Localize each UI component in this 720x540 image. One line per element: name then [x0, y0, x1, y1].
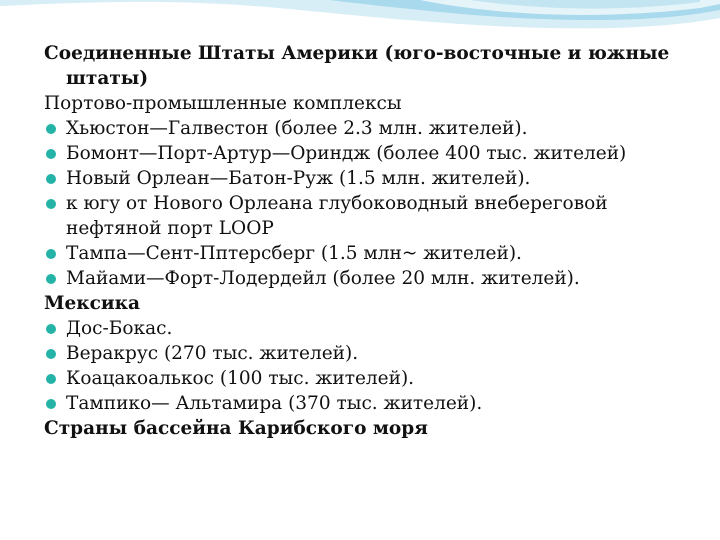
slide-content [44, 41, 684, 441]
title-line: Соединенные Штаты Америки (юго-восточные и южные штаты) [44, 43, 670, 89]
list-item [44, 166, 684, 191]
list-item-text: Веракрус (270 тыс. жителей). [66, 343, 359, 364]
list-item [44, 141, 684, 166]
list-item [44, 391, 684, 416]
bullet-icon [46, 199, 56, 209]
mexico-heading: Мексика [44, 293, 140, 314]
bullet-icon [46, 174, 56, 184]
list-item [44, 366, 684, 391]
list-item-text: Дос-Бокас. [66, 318, 173, 339]
bullet-icon [46, 399, 56, 409]
list-item [44, 341, 684, 366]
list-item [44, 316, 684, 341]
list-item [44, 191, 684, 241]
list-item-text: Коацакоалькос (100 тыс. жителей). [66, 368, 415, 389]
bullet-icon [46, 274, 56, 284]
bullet-icon [46, 149, 56, 159]
subheading: Портово-промышленные комплексы [44, 93, 402, 114]
list-item [44, 266, 684, 291]
bullet-icon [46, 249, 56, 259]
caribbean-heading: Страны бассейна Карибского моря [44, 418, 428, 439]
list-item [44, 116, 684, 141]
bullet-icon [46, 374, 56, 384]
list-item-text: Майами—Форт-Лодердейл (более 20 млн. жителей). [66, 268, 580, 289]
list-item-text: Тампа—Сент-Пптерсберг (1.5 млн~ жителей). [66, 243, 522, 264]
list-item-text: Бомонт—Порт-Артур—Ориндж (более 400 тыс. жителей) [66, 143, 627, 164]
bullet-icon [46, 124, 56, 134]
list-item-text: Хьюстон—Галвестон (более 2.3 млн. жителей). [66, 118, 528, 139]
list-item-text: Тампико— Альтамира (370 тыс. жителей). [66, 393, 483, 414]
bullet-icon [46, 324, 56, 334]
list-item-text: Новый Орлеан—Батон-Руж (1.5 млн. жителей). [66, 168, 531, 189]
list-item [44, 241, 684, 266]
list-item-text: к югу от Нового Орлеана глубоководный внебереговой нефтяной порт LOOP [66, 193, 608, 239]
bullet-icon [46, 349, 56, 359]
